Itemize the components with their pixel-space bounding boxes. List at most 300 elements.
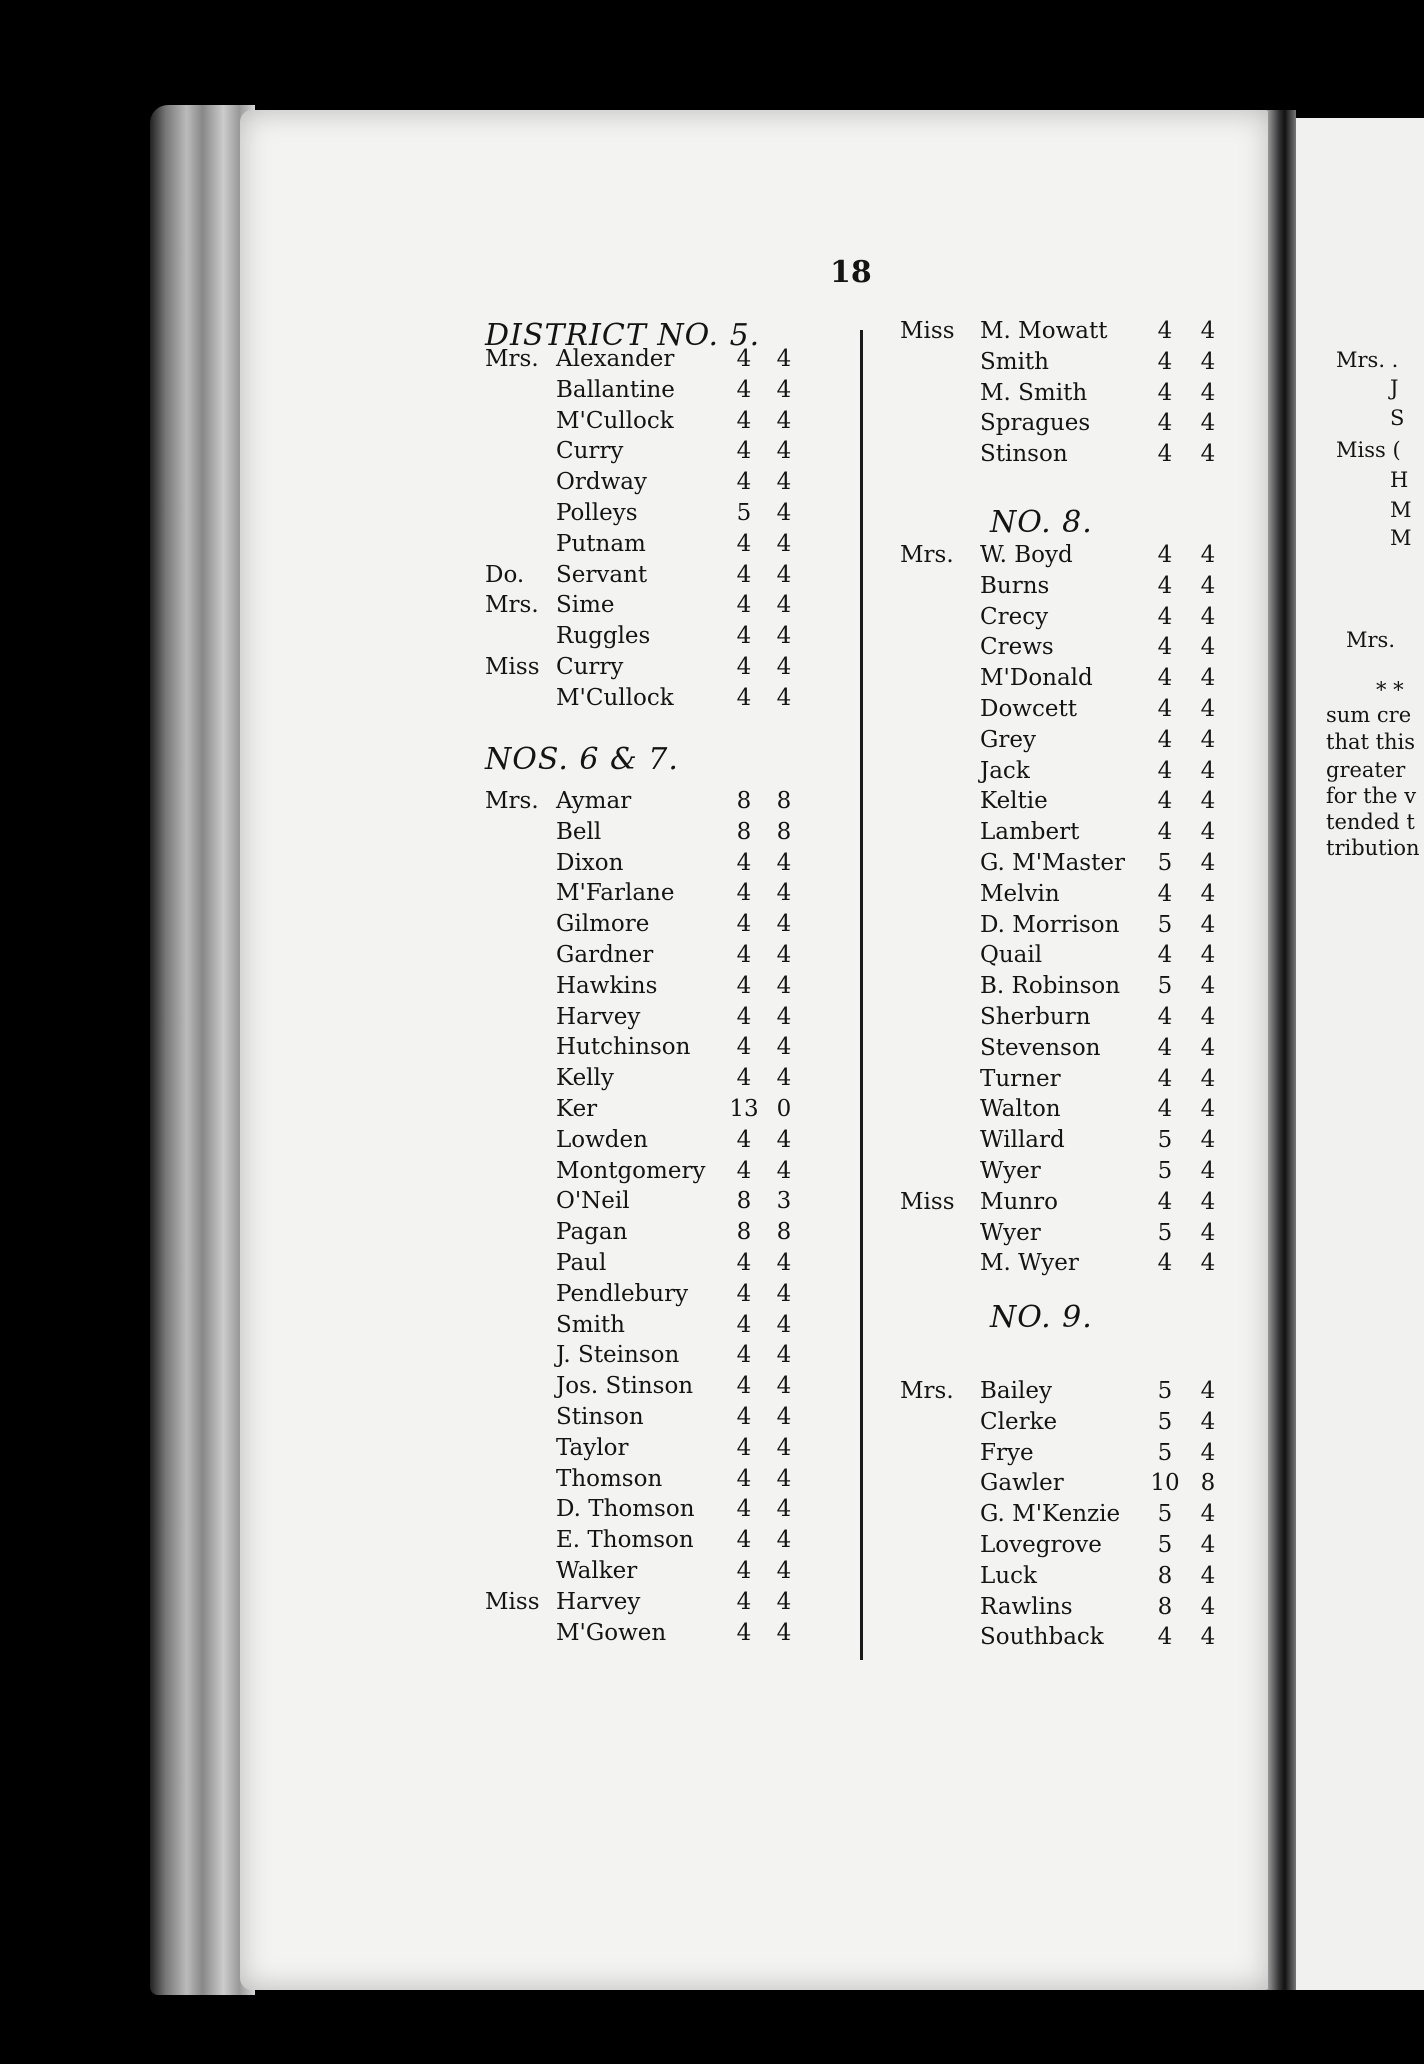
title-prefix: Mrs. <box>485 346 539 372</box>
surname: M'Cullock <box>556 684 674 711</box>
value-b: 4 <box>776 1527 792 1554</box>
surname: Gilmore <box>556 911 650 938</box>
surname: Lowden <box>556 1126 648 1153</box>
section-heading: NO. 9. <box>990 1300 1093 1335</box>
value-a: 4 <box>736 623 752 650</box>
value-b: 4 <box>776 1434 792 1461</box>
surname: Keltie <box>980 788 1048 815</box>
surname: Polleys <box>556 500 638 526</box>
register-row <box>0 696 1424 727</box>
facing-page-text: H <box>1390 468 1409 492</box>
value-b: 4 <box>1200 542 1216 568</box>
value-b: 4 <box>776 592 792 619</box>
value-a: 4 <box>1157 542 1173 568</box>
value-b: 4 <box>776 1588 792 1615</box>
value-a: 4 <box>736 1434 752 1461</box>
register-row <box>0 1563 1424 1594</box>
facing-page-text: Mrs. <box>1346 628 1395 652</box>
value-a: 4 <box>1157 757 1173 784</box>
value-b: 4 <box>1200 1219 1216 1246</box>
facing-page-text: J <box>1390 376 1399 400</box>
register-row <box>0 500 1424 531</box>
surname: Spragues <box>980 410 1091 437</box>
page-number: 18 <box>830 255 872 290</box>
value-a: 4 <box>736 376 752 403</box>
value-a: 4 <box>736 684 752 711</box>
surname: Smith <box>556 1311 625 1338</box>
value-b: 4 <box>776 972 792 999</box>
surname: O'Neil <box>556 1188 630 1215</box>
register-row <box>0 318 1424 349</box>
register-row <box>0 441 1424 472</box>
value-a: 4 <box>736 346 752 372</box>
surname: Curry <box>556 654 624 680</box>
value-a: 4 <box>736 880 752 907</box>
value-a: 4 <box>1157 1250 1173 1277</box>
value-b: 4 <box>1200 911 1216 938</box>
value-b: 4 <box>1200 603 1216 630</box>
value-b: 4 <box>776 1465 792 1492</box>
facing-page-text: sum cre <box>1326 703 1412 727</box>
value-a: 5 <box>1157 973 1173 1000</box>
value-b: 4 <box>776 561 792 588</box>
register-row <box>0 1378 1424 1409</box>
title-prefix: Miss <box>485 1588 540 1615</box>
value-b: 4 <box>776 654 792 680</box>
value-a: 4 <box>736 469 752 496</box>
surname: Kelly <box>556 1065 614 1092</box>
surname: Turner <box>980 1065 1061 1092</box>
surname: Dixon <box>556 849 624 876</box>
surname: Stinson <box>980 441 1068 468</box>
register-row <box>0 1594 1424 1625</box>
value-b: 4 <box>776 1404 792 1430</box>
surname: D. Morrison <box>980 911 1120 938</box>
value-b: 4 <box>1200 973 1216 1000</box>
value-b: 4 <box>1200 318 1216 344</box>
value-a: 4 <box>1157 410 1173 437</box>
register-row <box>0 1096 1424 1127</box>
value-b: 4 <box>776 623 792 650</box>
surname: Harvey <box>556 1003 641 1030</box>
value-a: 4 <box>1157 819 1173 846</box>
value-a: 4 <box>1157 696 1173 722</box>
facing-page-text: greater <box>1326 758 1406 782</box>
register-row <box>0 407 1424 441</box>
value-b: 4 <box>1200 1378 1216 1404</box>
value-a: 4 <box>736 849 752 876</box>
title-prefix: Miss <box>900 318 955 344</box>
surname: Melvin <box>980 880 1060 907</box>
surname: Hawkins <box>556 972 658 999</box>
value-b: 4 <box>776 1126 792 1153</box>
value-b: 3 <box>776 1188 792 1215</box>
value-a: 4 <box>736 1465 752 1492</box>
surname: Harvey <box>556 1588 641 1615</box>
value-a: 4 <box>736 1558 752 1584</box>
surname: Taylor <box>556 1434 629 1461</box>
value-b: 4 <box>1200 1065 1216 1092</box>
register-row <box>0 1127 1424 1158</box>
surname: Sime <box>556 592 615 619</box>
value-b: 8 <box>776 818 792 845</box>
title-prefix: Mrs. <box>900 542 954 568</box>
facing-page-text: for the v <box>1326 784 1417 808</box>
value-b: 4 <box>1200 1250 1216 1277</box>
surname: Grey <box>980 726 1036 753</box>
value-b: 4 <box>1200 1593 1216 1620</box>
value-b: 4 <box>776 1496 792 1523</box>
value-a: 4 <box>1157 726 1173 753</box>
value-b: 4 <box>1200 572 1216 599</box>
facing-page-text: tribution <box>1326 836 1420 860</box>
value-a: 4 <box>1157 634 1173 661</box>
value-b: 4 <box>1200 1624 1216 1651</box>
surname: Curry <box>556 438 624 465</box>
register-row <box>0 758 1424 789</box>
register-row <box>0 665 1424 696</box>
surname: G. M'Kenzie <box>980 1501 1121 1528</box>
surname: Putnam <box>556 530 646 557</box>
surname: Aymar <box>556 788 632 814</box>
value-a: 4 <box>736 1404 752 1430</box>
register-row <box>0 469 1424 500</box>
value-b: 4 <box>776 1342 792 1369</box>
surname: Wyer <box>980 1158 1041 1184</box>
value-a: 4 <box>736 911 752 938</box>
value-a: 4 <box>736 530 752 557</box>
surname: Pendlebury <box>556 1280 689 1307</box>
value-a: 4 <box>736 1280 752 1307</box>
title-prefix: Do. <box>485 561 525 588</box>
value-a: 4 <box>1157 942 1173 969</box>
value-a: 4 <box>736 407 752 434</box>
surname: Quail <box>980 942 1043 969</box>
surname: E. Thomson <box>556 1527 694 1554</box>
surname: W. Boyd <box>980 542 1073 568</box>
value-a: 4 <box>1157 1034 1173 1061</box>
value-b: 4 <box>776 438 792 465</box>
value-b: 4 <box>1200 942 1216 969</box>
facing-page-text: S <box>1390 406 1405 430</box>
surname: M'Cullock <box>556 407 674 434</box>
surname: Lovegrove <box>980 1532 1102 1558</box>
surname: Frye <box>980 1439 1034 1466</box>
register-row <box>0 942 1424 973</box>
value-b: 4 <box>776 849 792 876</box>
surname: Paul <box>556 1250 607 1276</box>
facing-page-text: Mrs. . <box>1336 348 1399 372</box>
surname: M'Gowen <box>556 1619 667 1646</box>
value-a: 4 <box>736 1311 752 1338</box>
surname: Servant <box>556 561 648 588</box>
register-row <box>0 1158 1424 1189</box>
register-row <box>0 1281 1424 1312</box>
value-a: 5 <box>1157 1501 1173 1528</box>
value-a: 4 <box>736 1342 752 1369</box>
surname: Crews <box>980 634 1054 661</box>
title-prefix: Mrs. <box>900 1378 954 1404</box>
value-b: 4 <box>776 911 792 938</box>
register-row <box>0 1035 1424 1066</box>
register-row <box>0 1220 1424 1251</box>
value-a: 4 <box>736 972 752 999</box>
surname: D. Thomson <box>556 1496 695 1523</box>
surname: Smith <box>980 348 1049 375</box>
surname: Ker <box>556 1096 598 1122</box>
value-a: 5 <box>1157 850 1173 876</box>
value-a: 4 <box>736 1034 752 1061</box>
surname: Ruggles <box>556 623 651 650</box>
register-row <box>0 1532 1424 1563</box>
value-a: 4 <box>736 1250 752 1276</box>
surname: Jack <box>980 757 1030 784</box>
value-a: 4 <box>736 942 752 968</box>
value-a: 4 <box>736 654 752 680</box>
section-heading: DISTRICT NO. 5. <box>485 318 761 353</box>
value-b: 4 <box>1200 1158 1216 1184</box>
value-b: 4 <box>1200 880 1216 907</box>
value-b: 4 <box>1200 1501 1216 1528</box>
facing-page-text: that this <box>1326 730 1416 754</box>
value-a: 4 <box>1157 318 1173 344</box>
surname: M. Wyer <box>980 1250 1079 1277</box>
value-a: 4 <box>736 1065 752 1092</box>
surname: Bailey <box>980 1378 1052 1404</box>
register-row <box>0 349 1424 380</box>
surname: Southback <box>980 1624 1104 1651</box>
value-b: 4 <box>1200 1096 1216 1123</box>
value-b: 4 <box>1200 1188 1216 1215</box>
title-prefix: Mrs. <box>485 788 539 814</box>
register-row <box>0 1004 1424 1035</box>
value-b: 4 <box>776 1280 792 1307</box>
value-a: 5 <box>1157 1439 1173 1466</box>
value-b: 4 <box>776 1558 792 1584</box>
value-a: 4 <box>736 1619 752 1646</box>
register-row <box>0 973 1424 1004</box>
value-b: 4 <box>1200 726 1216 753</box>
surname: Munro <box>980 1188 1059 1215</box>
value-b: 4 <box>1200 696 1216 722</box>
surname: J. Steinson <box>556 1342 680 1369</box>
register-row <box>0 1624 1424 1655</box>
value-a: 4 <box>1157 1624 1173 1651</box>
value-a: 4 <box>736 438 752 465</box>
surname: Alexander <box>556 346 675 372</box>
surname: G. M'Master <box>980 850 1125 876</box>
surname: Jos. Stinson <box>556 1373 694 1400</box>
register-row <box>0 1440 1424 1471</box>
value-a: 4 <box>1157 1004 1173 1030</box>
value-a: 4 <box>1157 603 1173 630</box>
value-b: 4 <box>776 1065 792 1092</box>
facing-page-text: M <box>1390 498 1412 522</box>
surname: M. Mowatt <box>980 318 1108 344</box>
title-prefix: Mrs. <box>485 592 539 619</box>
register-row <box>0 1409 1424 1440</box>
value-b: 4 <box>776 1003 792 1030</box>
facing-page-text: * * <box>1376 678 1404 702</box>
value-b: 4 <box>1200 788 1216 815</box>
value-a: 4 <box>1157 572 1173 599</box>
value-a: 4 <box>1157 788 1173 815</box>
register-row <box>0 819 1424 850</box>
value-b: 4 <box>1200 1562 1216 1589</box>
value-b: 4 <box>776 530 792 557</box>
surname: Clerke <box>980 1408 1058 1435</box>
surname: M. Smith <box>980 379 1088 406</box>
value-b: 4 <box>776 1619 792 1646</box>
value-a: 8 <box>1157 1593 1173 1620</box>
value-a: 5 <box>1157 1127 1173 1154</box>
register-row <box>0 1342 1424 1373</box>
register-row <box>0 850 1424 881</box>
surname: M'Farlane <box>556 880 675 907</box>
facing-page-text: Miss ( <box>1336 438 1401 462</box>
value-b: 4 <box>1200 1004 1216 1030</box>
value-a: 4 <box>736 1373 752 1400</box>
surname: Walton <box>980 1096 1061 1123</box>
surname: Lambert <box>980 819 1080 846</box>
value-a: 8 <box>736 1188 752 1215</box>
value-b: 4 <box>1200 850 1216 876</box>
value-a: 4 <box>1157 1188 1173 1215</box>
surname: Dowcett <box>980 696 1077 722</box>
surname: Sherburn <box>980 1004 1091 1030</box>
value-a: 4 <box>736 1496 752 1523</box>
value-b: 4 <box>776 1034 792 1061</box>
value-a: 4 <box>1157 1096 1173 1123</box>
section-heading: NO. 8. <box>990 505 1093 540</box>
register-row <box>0 1312 1424 1343</box>
surname: Crecy <box>980 603 1049 630</box>
surname: Bell <box>556 818 602 845</box>
value-a: 4 <box>736 1527 752 1554</box>
value-b: 0 <box>776 1096 792 1122</box>
value-a: 4 <box>1157 379 1173 406</box>
register-row <box>0 1189 1424 1220</box>
surname: Ballantine <box>556 376 675 403</box>
value-a: 5 <box>1157 1378 1173 1404</box>
surname: Thomson <box>556 1465 663 1492</box>
value-a: 4 <box>1157 348 1173 375</box>
value-a: 4 <box>736 592 752 619</box>
register-row <box>0 881 1424 912</box>
value-b: 4 <box>1200 1034 1216 1061</box>
value-a: 5 <box>1157 1158 1173 1184</box>
value-a: 8 <box>736 818 752 845</box>
register-row <box>0 1066 1424 1097</box>
surname: Gardner <box>556 942 654 968</box>
value-b: 8 <box>776 1219 792 1246</box>
value-b: 4 <box>1200 1408 1216 1435</box>
value-a: 5 <box>736 500 752 526</box>
value-b: 4 <box>776 942 792 968</box>
section-heading: NOS. 6 & 7. <box>485 742 679 777</box>
surname: Stevenson <box>980 1034 1101 1061</box>
value-b: 4 <box>1200 1532 1216 1558</box>
title-prefix: Miss <box>485 654 540 680</box>
surname: M'Donald <box>980 665 1093 692</box>
value-a: 4 <box>736 561 752 588</box>
value-a: 5 <box>1157 911 1173 938</box>
value-a: 5 <box>1157 1532 1173 1558</box>
register-row <box>0 1250 1424 1281</box>
value-b: 4 <box>1200 757 1216 784</box>
value-b: 4 <box>1200 410 1216 437</box>
value-b: 4 <box>776 1311 792 1338</box>
value-b: 4 <box>1200 1127 1216 1154</box>
value-b: 4 <box>1200 348 1216 375</box>
register-row <box>0 727 1424 758</box>
value-a: 4 <box>736 1588 752 1615</box>
value-b: 4 <box>776 1157 792 1184</box>
register-row <box>0 1470 1424 1501</box>
value-a: 13 <box>729 1096 759 1122</box>
value-b: 4 <box>1200 1439 1216 1466</box>
value-b: 4 <box>776 376 792 403</box>
value-b: 4 <box>776 346 792 372</box>
value-a: 4 <box>1157 1065 1173 1092</box>
value-a: 5 <box>1157 1219 1173 1246</box>
surname: Hutchinson <box>556 1034 691 1061</box>
value-b: 4 <box>776 1373 792 1400</box>
value-b: 4 <box>776 469 792 496</box>
value-b: 4 <box>776 684 792 711</box>
value-a: 8 <box>1157 1562 1173 1589</box>
value-b: 4 <box>776 500 792 526</box>
surname: Luck <box>980 1562 1037 1589</box>
value-b: 8 <box>776 788 792 814</box>
register-row <box>0 573 1424 604</box>
title-prefix: Miss <box>900 1188 955 1215</box>
value-a: 4 <box>1157 665 1173 692</box>
value-b: 4 <box>1200 379 1216 406</box>
surname: Willard <box>980 1127 1065 1154</box>
value-b: 4 <box>776 1250 792 1276</box>
surname: Ordway <box>556 469 647 496</box>
register-row <box>0 634 1424 665</box>
register-row <box>0 788 1424 819</box>
value-a: 4 <box>736 1003 752 1030</box>
surname: Burns <box>980 572 1050 599</box>
value-b: 4 <box>1200 819 1216 846</box>
value-a: 10 <box>1150 1470 1180 1497</box>
surname: Wyer <box>980 1219 1041 1246</box>
value-b: 4 <box>1200 634 1216 661</box>
surname: Gawler <box>980 1470 1064 1497</box>
facing-page-text: tended t <box>1326 810 1415 834</box>
value-b: 4 <box>776 407 792 434</box>
value-b: 4 <box>1200 441 1216 468</box>
surname: Montgomery <box>556 1157 706 1184</box>
facing-page-text: M <box>1390 526 1412 550</box>
value-a: 4 <box>736 1157 752 1184</box>
register-row <box>0 380 1424 411</box>
value-a: 5 <box>1157 1408 1173 1435</box>
register-row <box>0 1501 1424 1532</box>
surname: Pagan <box>556 1219 628 1246</box>
value-a: 8 <box>736 1219 752 1246</box>
surname: Rawlins <box>980 1593 1073 1620</box>
register-row <box>0 912 1424 943</box>
value-a: 4 <box>736 1126 752 1153</box>
surname: Stinson <box>556 1404 644 1430</box>
value-a: 8 <box>736 788 752 814</box>
register-row <box>0 542 1424 573</box>
value-a: 4 <box>1157 441 1173 468</box>
